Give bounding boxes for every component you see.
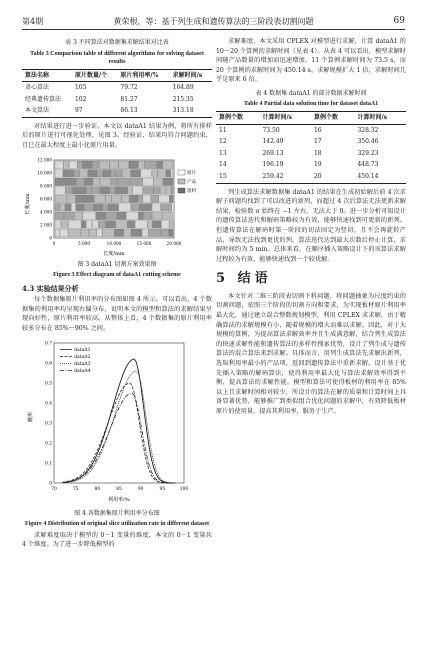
fig3-cut-piece bbox=[143, 195, 151, 203]
fig4-xtick: 85 bbox=[116, 486, 122, 492]
page-number: 69 bbox=[393, 16, 405, 26]
fig3-cut-piece bbox=[154, 186, 160, 194]
issue-label: 第4期 bbox=[22, 17, 44, 26]
fig3-xtick: 5 000 bbox=[78, 240, 90, 246]
fig4-ylabel: 概率 bbox=[28, 411, 34, 422]
fig3-xtick: 0 bbox=[52, 240, 56, 246]
table4 bbox=[216, 111, 406, 184]
table4-cell: 19 bbox=[313, 161, 322, 169]
fig3-cut-piece bbox=[152, 212, 162, 220]
fig3-cut-piece bbox=[147, 220, 152, 228]
fig3-cut-piece bbox=[68, 229, 80, 237]
table4-cell: 18 bbox=[313, 149, 322, 157]
fig3-cut-piece bbox=[135, 220, 147, 228]
fig3-cut-piece bbox=[144, 161, 156, 169]
fig3-cut-piece bbox=[94, 203, 103, 211]
fig3-ytick: 2 000 bbox=[40, 222, 52, 228]
table4-cell: 196.19 bbox=[262, 161, 284, 169]
fig3-cut-piece bbox=[119, 203, 131, 211]
fig3-caption-cn: 图 3 dataA1 切割方案效果图 bbox=[77, 260, 157, 268]
page-header bbox=[22, 16, 405, 30]
fig3-cut-piece bbox=[103, 203, 108, 211]
table4-row bbox=[216, 136, 406, 148]
fig3-cut-piece bbox=[55, 169, 63, 177]
fig3-cut-piece bbox=[92, 220, 98, 228]
fig3-cut-piece bbox=[86, 220, 92, 228]
fig3-cut-piece bbox=[116, 169, 122, 177]
fig3-cut-piece bbox=[169, 220, 173, 228]
fig3-cut-piece bbox=[170, 195, 173, 203]
fig3-ytick: 8 000 bbox=[40, 183, 52, 189]
right-paragraph-1: 求解难度，本文采用 CPLEX 对模型进行求解，计算 dataA1 的 10～20 个算例的求解时间（见表 4）。从表 4 可以看出，模型求解时间随产品数量的增加而迅速增加。11 个算例求解时间为 73.5 s，而 20 个算例的求解时间为 450.14 s。求解规模扩大 1 倍，求解时间几乎是原来 6 倍。 bbox=[216, 38, 406, 84]
fig3-cut-piece bbox=[80, 169, 88, 177]
table4-caption-en: Table 4 Partial data solution time for dataset dataA1 bbox=[243, 101, 379, 108]
fig3-cut-piece bbox=[68, 178, 76, 186]
fig3-cut-piece bbox=[131, 229, 142, 237]
fig3-legend-swatch bbox=[178, 188, 185, 193]
table4-cell: 73.50 bbox=[262, 126, 280, 134]
table4-cell: 259.42 bbox=[262, 172, 284, 180]
fig3-cut-piece bbox=[66, 186, 72, 194]
table4-cell: 12 bbox=[219, 138, 227, 146]
fig3-cut-piece bbox=[122, 195, 130, 203]
fig3-cut-piece bbox=[163, 178, 170, 186]
fig3-cut-piece bbox=[83, 212, 96, 220]
table3-row bbox=[22, 94, 212, 106]
fig4-xtick: 75 bbox=[72, 486, 79, 492]
fig4-xtick: 70 bbox=[51, 486, 57, 492]
fig3-cut-piece bbox=[74, 169, 80, 177]
fig3-cut-piece bbox=[111, 169, 116, 177]
fig3-cut-piece bbox=[130, 178, 142, 186]
fig3-cut-piece bbox=[124, 229, 131, 237]
right-paragraph-2: 列生成算法求解数据集 dataA1 的结果在生成初始解后前 4 次求解子问题均找到了可以改进的新列，而超过 4 次后算法无法更新求解结果，检验数 σ 始终在 −1 左右，无法大于 0。进一步分析可知设计的遗传算法迭代和解码策略较为有效，能够快速找到可更新的新列。但遗传算法在解码时第一阶段的切法固定为竖切，且不会再旋转产品，导致无法找到更优的列。算法迭代达到最大次数后停止计算，求解时间约为 5 min。总体来看，在顺序插入策略设计下的该算法求解过程较为有效，能够快速找到一个较优解。 bbox=[216, 188, 406, 263]
table4-row bbox=[216, 148, 406, 160]
table3-cell: 97 bbox=[74, 107, 83, 115]
figure3-cutting-chart bbox=[24, 154, 210, 258]
table3-header-cell: 原片数量/个 bbox=[74, 71, 108, 79]
fig3-cut-piece bbox=[116, 220, 127, 228]
fig3-cut-piece bbox=[161, 229, 168, 237]
fig3-cut-piece bbox=[65, 203, 71, 211]
fig3-ytick: 10 000 bbox=[37, 170, 52, 176]
table3-cell: 经典遗传算法 bbox=[25, 95, 62, 103]
fig3-cut-piece bbox=[68, 220, 81, 228]
fig3-cut-piece bbox=[110, 186, 115, 194]
table4-header-cell: 算例个数 bbox=[313, 113, 338, 121]
fig3-cut-piece bbox=[89, 229, 97, 237]
fig3-cut-piece bbox=[152, 169, 157, 177]
fig3-cut-piece bbox=[133, 186, 143, 194]
fig3-cut-piece bbox=[161, 220, 169, 228]
fig3-cut-piece bbox=[111, 178, 117, 186]
fig3-cut-piece bbox=[119, 161, 129, 169]
table4-cell: 328.32 bbox=[357, 126, 379, 134]
fig3-cut-piece bbox=[100, 178, 111, 186]
table3-cell: 79.72 bbox=[120, 84, 138, 92]
fig3-cut-piece bbox=[81, 220, 85, 228]
fig3-cut-piece bbox=[169, 229, 173, 237]
fig3-cut-piece bbox=[55, 229, 60, 237]
table4-cell: 450.14 bbox=[357, 172, 379, 180]
fig3-cut-piece bbox=[157, 161, 162, 169]
fig3-cut-piece bbox=[88, 195, 94, 203]
fig4-caption-en: Figure 4 Distribution of original slice utilization rate in different dataset bbox=[24, 521, 210, 528]
fig3-cut-piece bbox=[64, 161, 69, 169]
fig3-cut-piece bbox=[108, 203, 118, 211]
fig3-cut-piece bbox=[131, 203, 139, 211]
fig3-caption-en: Figure 3 Effect diagram of dataA1 cutting scheme bbox=[53, 272, 181, 279]
table3-cell: 86.13 bbox=[120, 107, 138, 115]
fig4-legend-label: dataA1 bbox=[74, 347, 91, 353]
fig3-cut-piece bbox=[64, 212, 74, 220]
fig3-cut-piece bbox=[166, 186, 171, 194]
table3-caption-cn: 表 3 不同算法对数据集求解结果对比表 bbox=[65, 39, 169, 46]
fig3-ytick: 4 000 bbox=[40, 209, 52, 215]
fig3-legend-swatch bbox=[178, 179, 185, 184]
table3-header-cell: 算法名称 bbox=[25, 71, 50, 79]
table4-header-cell: 计算时间/s bbox=[357, 113, 388, 121]
fig3-cut-piece bbox=[152, 203, 160, 211]
left-paragraph-1: 对结果进行进一步验证，本文以 dataA1 结果为例，将所有排样后的原片进行可视化处理，见图 3。经验证，结果均符合问题约束，且已在最大程度上最小化原片用量。 bbox=[22, 122, 212, 150]
fig3-cut-piece bbox=[77, 186, 86, 194]
fig3-cut-piece bbox=[161, 203, 172, 211]
fig3-cut-piece bbox=[117, 212, 126, 220]
table4-cell: 16 bbox=[313, 126, 322, 134]
table3-cell: 105 bbox=[74, 84, 87, 92]
fig3-cut-piece bbox=[106, 212, 117, 220]
table4-cell: 11 bbox=[219, 126, 227, 134]
fig4-ytick: 0 bbox=[49, 481, 52, 487]
fig3-cut-piece bbox=[142, 229, 148, 237]
section-5-heading: 5 结语 bbox=[216, 271, 272, 287]
fig3-legend-label: 产品 bbox=[187, 179, 197, 185]
header-rule bbox=[22, 29, 405, 30]
table4-row bbox=[216, 171, 406, 183]
fig3-cut-piece bbox=[129, 161, 138, 169]
section-4-3-heading: 4.3 实验结果分析 bbox=[22, 283, 79, 293]
fig3-cut-piece bbox=[92, 186, 100, 194]
fig4-ytick: 0.3 bbox=[45, 421, 52, 427]
fig3-cut-piece bbox=[99, 220, 106, 228]
fig3-legend-swatch bbox=[178, 170, 185, 175]
table3-cell: 102 bbox=[74, 95, 87, 103]
fig3-cut-piece bbox=[55, 161, 63, 169]
fig3-cut-piece bbox=[126, 212, 138, 220]
fig3-cut-piece bbox=[162, 212, 172, 220]
fig3-ytick: 6 000 bbox=[40, 196, 52, 202]
fig3-cut-piece bbox=[55, 212, 64, 220]
fig3-cut-piece bbox=[55, 178, 68, 186]
fig3-cut-piece bbox=[97, 169, 102, 177]
fig3-cut-piece bbox=[141, 169, 152, 177]
fig3-cut-piece bbox=[87, 186, 92, 194]
fig3-cut-piece bbox=[128, 220, 135, 228]
fig3-legend-label: 废料 bbox=[187, 188, 197, 194]
fig4-caption-cn: 图 4 各数据集原片利用率分布图 bbox=[74, 509, 160, 517]
table4-caption-cn: 表 4 数据集 dataA1 的部分数据求解时间 bbox=[255, 89, 367, 97]
fig4-legend-label: dataA2 bbox=[74, 354, 91, 360]
fig3-cut-piece bbox=[102, 229, 114, 237]
fig3-cut-piece bbox=[158, 169, 166, 177]
fig3-legend-label: 原片 bbox=[187, 170, 197, 176]
fig3-cut-piece bbox=[85, 178, 93, 186]
fig3-cut-piece bbox=[76, 195, 83, 203]
fig3-cut-piece bbox=[159, 195, 169, 203]
fig3-cut-piece bbox=[139, 212, 143, 220]
fig3-cut-piece bbox=[128, 186, 132, 194]
fig4-legend-label: dataA3 bbox=[74, 361, 91, 367]
table4-cell: 15 bbox=[219, 172, 227, 180]
fig3-cut-piece bbox=[55, 220, 61, 228]
fig3-cut-piece bbox=[61, 220, 68, 228]
fig3-cut-piece bbox=[131, 169, 140, 177]
fig3-cut-piece bbox=[72, 186, 76, 194]
table3-header-cell: 原片利用率/% bbox=[120, 71, 159, 79]
fig3-cut-piece bbox=[153, 220, 161, 228]
fig3-cut-piece bbox=[143, 186, 153, 194]
fig3-cut-piece bbox=[122, 169, 130, 177]
table4-cell: 142.49 bbox=[262, 138, 284, 146]
fig3-cut-piece bbox=[166, 169, 170, 177]
fig3-cut-piece bbox=[83, 161, 92, 169]
table3-cell: 本文算法 bbox=[25, 107, 50, 115]
table4-cell: 448.73 bbox=[357, 161, 379, 169]
table4-row bbox=[216, 124, 406, 136]
table4-cell: 17 bbox=[313, 138, 322, 146]
fig4-legend-label: dataA4 bbox=[74, 368, 91, 374]
table3-header-cell: 求解时间/s bbox=[172, 71, 203, 79]
fig3-cut-piece bbox=[84, 203, 93, 211]
fig3-cut-piece bbox=[88, 169, 97, 177]
fig3-cut-piece bbox=[99, 161, 109, 169]
fig3-cut-piece bbox=[71, 203, 75, 211]
left-paragraph-3: 求解难度取决于模型的 0－1 变量的维度，本文的 0－1 变量共 4 个维度。为了进一步降低模型的 bbox=[22, 531, 212, 549]
fig3-cut-piece bbox=[76, 203, 84, 211]
right-column bbox=[216, 37, 406, 417]
table3-cell: 贪心算法 bbox=[25, 84, 50, 92]
table4-cell: 13 bbox=[219, 149, 227, 157]
figure4-distribution-chart bbox=[24, 337, 210, 507]
table4-cell: 329.23 bbox=[357, 149, 379, 157]
table4-row bbox=[216, 159, 406, 171]
table4-cell: 350.46 bbox=[357, 138, 379, 146]
table4-cell: 14 bbox=[219, 161, 227, 169]
fig3-cut-piece bbox=[63, 169, 73, 177]
fig4-xtick: 95 bbox=[159, 486, 166, 492]
fig4-xtick: 100 bbox=[179, 486, 189, 492]
fig3-cut-piece bbox=[140, 203, 152, 211]
table3-cell: 313.18 bbox=[172, 107, 194, 115]
fig3-cut-piece bbox=[138, 195, 142, 203]
fig3-cut-piece bbox=[130, 195, 138, 203]
fig3-cut-piece bbox=[60, 229, 68, 237]
left-column bbox=[22, 37, 212, 550]
fig3-cut-piece bbox=[115, 229, 124, 237]
fig4-ytick: 0.7 bbox=[45, 341, 52, 347]
table3-cell: 215.35 bbox=[172, 95, 194, 103]
fig3-cut-piece bbox=[83, 195, 88, 203]
fig4-ytick: 0.4 bbox=[45, 401, 52, 407]
fig3-ytick: 0 bbox=[49, 235, 52, 241]
fig3-cut-piece bbox=[81, 229, 89, 237]
fig3-xtick: 15 000 bbox=[136, 240, 152, 246]
table4-header-cell: 计算时间/s bbox=[262, 113, 293, 121]
fig3-cut-piece bbox=[112, 195, 122, 203]
running-title: 黄荣根，等：基于列生成和遗传算法的三阶段表切割问题 bbox=[113, 17, 314, 26]
fig4-xtick: 90 bbox=[137, 486, 144, 492]
fig3-cut-piece bbox=[55, 195, 67, 203]
fig3-cut-piece bbox=[60, 203, 65, 211]
fig3-cut-piece bbox=[67, 195, 75, 203]
fig3-ytick: 12 000 bbox=[37, 157, 52, 163]
fig3-cut-piece bbox=[76, 178, 84, 186]
fig3-cut-piece bbox=[96, 212, 106, 220]
fig3-cut-piece bbox=[55, 203, 60, 211]
table4-header-cell: 算例个数 bbox=[219, 113, 244, 121]
table4-cell: 269.13 bbox=[262, 149, 284, 157]
fig4-xtick: 80 bbox=[94, 486, 101, 492]
fig4-ytick: 0.1 bbox=[45, 461, 52, 467]
fig3-cut-piece bbox=[106, 220, 115, 228]
fig3-cut-piece bbox=[97, 229, 102, 237]
fig4-ytick: 0.5 bbox=[45, 381, 52, 387]
fig3-cut-piece bbox=[149, 229, 161, 237]
fig3-cut-piece bbox=[143, 178, 154, 186]
fig3-cut-piece bbox=[160, 186, 166, 194]
fig3-ylabel: 长度/mm bbox=[25, 193, 31, 215]
fig3-xtick: 10 000 bbox=[106, 240, 122, 246]
fig3-cut-piece bbox=[139, 161, 145, 169]
fig3-cut-piece bbox=[69, 161, 77, 169]
table3-row bbox=[22, 105, 212, 117]
left-paragraph-2: 每个数据集原片利用率的分布图如图 4 所示。可以看出，4 个数据集的利用率均呈现右偏分布，说明本文的模型和算法的求解结果呈现向好性，原片利用率较高。从整体上看，4 个数据集的原片利用率较多分布在 85%～90% 之间。 bbox=[22, 296, 212, 333]
fig3-cut-piece bbox=[151, 195, 158, 203]
fig3-cut-piece bbox=[163, 161, 173, 169]
table4-cell: 20 bbox=[313, 172, 322, 180]
fig3-cut-piece bbox=[115, 186, 127, 194]
right-paragraph-3: 本文针对二维三阶段表切割下料问题，将问题抽象为尺度约束的切割问题，依照三个阶段的切割方向和要求，为实现板材原片利用率最大化，通过建立混合整数规划模型，利用 CPLEX 求求解，由于精确算法的求解规模有小，随着规模的增大而难以求解。因此，对于大规模的算例，为提高算法求解效率并且生成满意解，结合列生成算法的快速求解性能和遗传算法的多样性搜索优势，设计了列生成与遗传算法的混合算法来到求解。具体而言，用列生成算法先求解出新列，选取利用率最小的产品项，返回到遗传算法中重新求解。设计基于优先插入策略的解码算法，使得利用率最大化与算法求解效率得到平衡，提高算法的求解性能。模型和算法可使得板材的利用率在 85% 以上且求解时间相对较少，所设计的算法在解的质量和计算时间上具备显著优势，能够推广到类似组合优化问题的求解中，有效降低板材原片的使用量，提高其利用率，服务于生产。 bbox=[216, 292, 406, 415]
fig3-xtick: 20 000 bbox=[166, 240, 182, 246]
table3-caption-en: Table 3 Comparison table of different algorithms for solving dataset results bbox=[30, 50, 204, 65]
table3-cell: 81.27 bbox=[120, 95, 138, 103]
fig3-cut-piece bbox=[110, 161, 118, 169]
fig3-cut-piece bbox=[143, 212, 151, 220]
table3-cell: 164.89 bbox=[172, 84, 194, 92]
fig4-ytick: 0.6 bbox=[45, 361, 52, 367]
fig3-cut-piece bbox=[78, 161, 83, 169]
fig4-xlabel: 利用率/% bbox=[108, 496, 130, 503]
fig3-cut-piece bbox=[118, 178, 130, 186]
fig3-cut-piece bbox=[74, 212, 82, 220]
fig3-cut-piece bbox=[171, 169, 173, 177]
table3 bbox=[22, 69, 212, 118]
fig3-cut-piece bbox=[171, 186, 173, 194]
fig3-cut-piece bbox=[171, 178, 173, 186]
table3-row bbox=[22, 82, 212, 94]
fig3-cut-piece bbox=[103, 169, 110, 177]
fig3-cut-piece bbox=[92, 161, 99, 169]
fig3-cut-piece bbox=[93, 178, 99, 186]
fig3-cut-piece bbox=[55, 186, 65, 194]
fig4-ytick: 0.2 bbox=[45, 441, 52, 447]
fig3-cut-piece bbox=[106, 195, 111, 203]
fig3-xlabel: 长度/mm bbox=[103, 250, 125, 257]
fig3-cut-piece bbox=[100, 186, 109, 194]
fig3-cut-piece bbox=[94, 195, 105, 203]
fig3-cut-piece bbox=[154, 178, 163, 186]
